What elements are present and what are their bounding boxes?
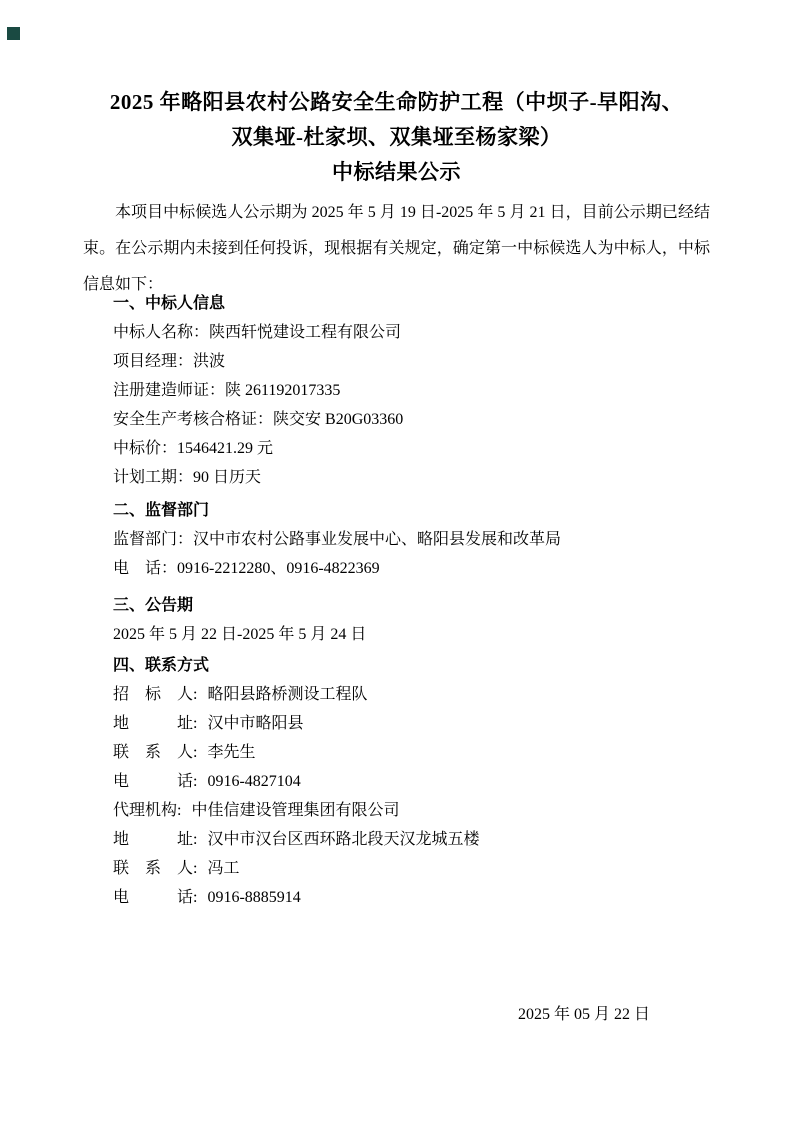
field-value: 陕交安 B20G03360 (273, 411, 404, 428)
field-line-tenderee (83, 680, 710, 709)
field-line-tenderee-address (83, 709, 710, 738)
field-label: 中标价： (113, 440, 178, 457)
field-label: 电 话： (113, 560, 178, 577)
field-value: 陕西轩悦建设工程有限公司 (209, 324, 402, 341)
field-label: 地 址: (113, 715, 198, 732)
field-value: 0916-4827104 (207, 773, 301, 790)
field-value: 1546421.29 元 (177, 440, 274, 457)
field-line-project-manager (83, 347, 710, 376)
field-line-supervision-dept (83, 525, 710, 554)
section-heading-supervision: 二、监督部门 (113, 502, 210, 519)
field-label: 计划工期： (113, 469, 194, 486)
field-value: 汉中市汉台区西环路北段天汉龙城五楼 (207, 831, 480, 848)
section-heading-winner-info: 一、中标人信息 (113, 295, 226, 312)
field-value: 90 日历天 (193, 469, 262, 486)
field-label: 电 话: (113, 773, 198, 790)
section-heading-announcement-period: 三、公告期 (113, 597, 194, 614)
field-line-agency-contact (83, 854, 710, 883)
field-line-duration (83, 463, 710, 492)
field-line-supervision-phone (83, 554, 710, 583)
document-title (83, 85, 710, 190)
intro-paragraph: 本项目中标候选人公示期为 2025 年 5 月 19 日-2025 年 5 月 21 日，目前公示期已经结束。在公示期内未接到任何投诉，现根据有关规定，确定第一中标候选人为中标人，中标信息如下： (83, 204, 710, 293)
field-value: 汉中市农村公路事业发展中心、略阳县发展和改革局 (193, 531, 562, 548)
field-value: 2025 年 5 月 22 日-2025 年 5 月 24 日 (113, 626, 367, 643)
field-label: 中标人名称： (113, 324, 210, 341)
title-line-2: 双集垭-杜家坝、双集垭至杨家梁） (231, 125, 562, 149)
field-line-announcement-dates (83, 620, 710, 649)
corner-marker (7, 27, 20, 40)
field-label: 联 系 人: (113, 860, 198, 877)
field-line-safety-cert (83, 405, 710, 434)
title-line-3: 中标结果公示 (332, 160, 461, 184)
field-label: 注册建造师证： (113, 382, 226, 399)
field-value: 李先生 (207, 744, 256, 761)
field-label: 监督部门： (113, 531, 194, 548)
field-label: 项目经理： (113, 353, 194, 370)
field-value: 0916-2212280、0916-4822369 (177, 560, 380, 577)
field-label: 招 标 人: (113, 686, 198, 703)
field-line-winner-name (83, 318, 710, 347)
field-line-builder-cert (83, 376, 710, 405)
field-line-agency-phone (83, 883, 710, 912)
field-value: 汉中市略阳县 (207, 715, 304, 732)
field-label: 联 系 人: (113, 744, 198, 761)
document-date: 2025 年 05 月 22 日 (517, 1006, 650, 1023)
field-value: 冯工 (207, 860, 240, 877)
field-value: 陕 261192017335 (225, 382, 341, 399)
field-value: 中佳信建设管理集团有限公司 (191, 802, 400, 819)
section-heading-contact: 四、联系方式 (113, 657, 210, 674)
field-value: 0916-8885914 (207, 889, 301, 906)
field-label: 电 话: (113, 889, 198, 906)
title-line-1: 2025 年略阳县农村公路安全生命防护工程（中坝子-早阳沟、 (109, 90, 684, 114)
field-line-agency (83, 796, 710, 825)
field-value: 洪波 (193, 353, 226, 370)
field-line-bid-price (83, 434, 710, 463)
field-label: 代理机构: (113, 802, 182, 819)
field-label: 地 址: (113, 831, 198, 848)
field-value: 略阳县路桥测设工程队 (207, 686, 368, 703)
sections (83, 289, 710, 912)
field-line-agency-address (83, 825, 710, 854)
field-label: 安全生产考核合格证： (113, 411, 274, 428)
field-line-tenderee-contact (83, 738, 710, 767)
field-line-tenderee-phone (83, 767, 710, 796)
